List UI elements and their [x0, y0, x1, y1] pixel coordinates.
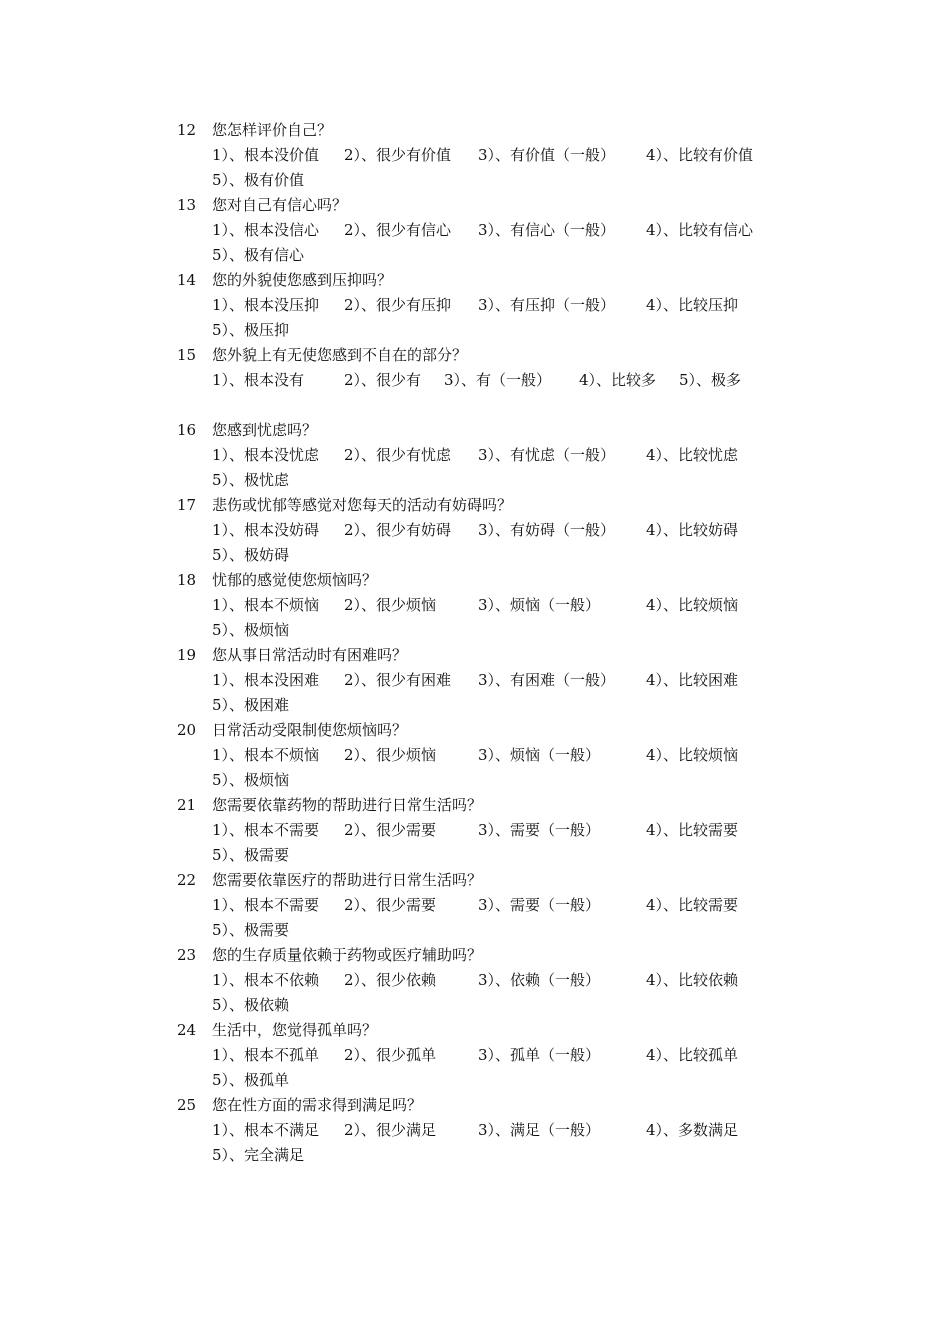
option-2: 2）、很少有困难	[344, 671, 452, 689]
question-number: 23	[177, 946, 197, 964]
option-5: 5）、极多	[679, 371, 742, 389]
option-3: 3）、需要（一般）	[478, 821, 601, 839]
question-number: 22	[177, 871, 197, 889]
question-text: 您感到忧虑吗？	[212, 421, 318, 439]
option-4: 4）、比较妨碍	[646, 521, 739, 539]
option-3: 3）、有（一般）	[444, 371, 552, 389]
option-4: 4）、比较压抑	[646, 296, 739, 314]
question-19	[0, 643, 950, 718]
questionnaire	[0, 118, 950, 1168]
question-text: 您的外貌使您感到压抑吗？	[212, 271, 393, 289]
question-15	[0, 343, 950, 418]
option-3: 3）、有忧虑（一般）	[478, 446, 616, 464]
option-3: 3）、烦恼（一般）	[478, 746, 601, 764]
option-4: 4）、比较困难	[646, 671, 739, 689]
option-5: 5）、极忧虑	[212, 471, 290, 489]
question-16	[0, 418, 950, 493]
question-12	[0, 118, 950, 193]
option-3: 3）、依赖（一般）	[478, 971, 601, 989]
option-1: 1）、根本没价值	[212, 146, 320, 164]
question-number: 18	[177, 571, 197, 589]
question-13	[0, 193, 950, 268]
option-4: 4）、比较孤单	[646, 1046, 739, 1064]
question-text: 您从事日常活动时有困难吗？	[212, 646, 408, 664]
question-22	[0, 868, 950, 943]
option-5: 5）、极困难	[212, 696, 290, 714]
question-14	[0, 268, 950, 343]
option-3: 3）、有困难（一般）	[478, 671, 616, 689]
question-text: 您怎样评价自己？	[212, 121, 333, 139]
option-1: 1）、根本没信心	[212, 221, 320, 239]
option-2: 2）、很少有	[344, 371, 422, 389]
question-text: 生活中，您觉得孤单吗？	[212, 1021, 378, 1039]
option-2: 2）、很少需要	[344, 821, 437, 839]
option-2: 2）、很少依赖	[344, 971, 437, 989]
option-5: 5）、极需要	[212, 846, 290, 864]
question-text: 您在性方面的需求得到满足吗？	[212, 1096, 423, 1114]
option-3: 3）、有压抑（一般）	[478, 296, 616, 314]
option-2: 2）、很少有价值	[344, 146, 452, 164]
option-5: 5）、极有价值	[212, 171, 305, 189]
question-23	[0, 943, 950, 1018]
option-4: 4）、比较烦恼	[646, 746, 739, 764]
question-text: 您需要依靠医疗的帮助进行日常生活吗？	[212, 871, 483, 889]
question-20	[0, 718, 950, 793]
option-4: 4）、比较有价值	[646, 146, 754, 164]
option-4: 4）、多数满足	[646, 1121, 739, 1139]
question-number: 17	[177, 496, 197, 514]
option-5: 5）、极需要	[212, 921, 290, 939]
option-1: 1）、根本没忧虑	[212, 446, 320, 464]
question-17	[0, 493, 950, 568]
option-5: 5）、极孤单	[212, 1071, 290, 1089]
option-4: 4）、比较多	[579, 371, 657, 389]
question-text: 您对自己有信心吗？	[212, 196, 348, 214]
option-4: 4）、比较依赖	[646, 971, 739, 989]
option-1: 1）、根本不孤单	[212, 1046, 320, 1064]
question-text: 您的生存质量依赖于药物或医疗辅助吗？	[212, 946, 483, 964]
option-2: 2）、很少满足	[344, 1121, 437, 1139]
question-25	[0, 1093, 950, 1168]
option-3: 3）、需要（一般）	[478, 896, 601, 914]
question-text: 日常活动受限制使您烦恼吗？	[212, 721, 408, 739]
option-5: 5）、极烦恼	[212, 621, 290, 639]
question-text: 您需要依靠药物的帮助进行日常生活吗？	[212, 796, 483, 814]
option-3: 3）、满足（一般）	[478, 1121, 601, 1139]
option-4: 4）、比较需要	[646, 821, 739, 839]
option-5: 5）、极烦恼	[212, 771, 290, 789]
option-5: 5）、极压抑	[212, 321, 290, 339]
option-4: 4）、比较烦恼	[646, 596, 739, 614]
option-3: 3）、烦恼（一般）	[478, 596, 601, 614]
option-1: 1）、根本没妨碍	[212, 521, 320, 539]
option-1: 1）、根本不满足	[212, 1121, 320, 1139]
option-4: 4）、比较忧虑	[646, 446, 739, 464]
option-1: 1）、根本不烦恼	[212, 746, 320, 764]
option-1: 1）、根本没有	[212, 371, 305, 389]
question-number: 24	[177, 1021, 197, 1039]
option-3: 3）、有妨碍（一般）	[478, 521, 616, 539]
question-number: 21	[177, 796, 197, 814]
blank-line	[0, 393, 950, 418]
option-4: 4）、比较需要	[646, 896, 739, 914]
option-2: 2）、很少有压抑	[344, 296, 452, 314]
option-3: 3）、有信心（一般）	[478, 221, 616, 239]
option-2: 2）、很少孤单	[344, 1046, 437, 1064]
question-text: 您外貌上有无使您感到不自在的部分？	[212, 346, 468, 364]
question-number: 19	[177, 646, 197, 664]
option-1: 1）、根本不烦恼	[212, 596, 320, 614]
option-1: 1）、根本不需要	[212, 821, 320, 839]
question-text: 悲伤或忧郁等感觉对您每天的活动有妨碍吗？	[212, 496, 513, 514]
option-3: 3）、有价值（一般）	[478, 146, 616, 164]
option-2: 2）、很少有信心	[344, 221, 452, 239]
question-number: 25	[177, 1096, 197, 1114]
option-2: 2）、很少需要	[344, 896, 437, 914]
question-21	[0, 793, 950, 868]
question-number: 14	[177, 271, 197, 289]
question-number: 12	[177, 121, 197, 139]
option-5: 5）、极依赖	[212, 996, 290, 1014]
option-1: 1）、根本没压抑	[212, 296, 320, 314]
option-1: 1）、根本没困难	[212, 671, 320, 689]
question-number: 16	[177, 421, 197, 439]
option-5: 5）、完全满足	[212, 1146, 305, 1164]
question-text: 忧郁的感觉使您烦恼吗？	[212, 571, 378, 589]
question-number: 20	[177, 721, 197, 739]
question-18	[0, 568, 950, 643]
option-2: 2）、很少有忧虑	[344, 446, 452, 464]
option-1: 1）、根本不需要	[212, 896, 320, 914]
option-2: 2）、很少有妨碍	[344, 521, 452, 539]
question-number: 13	[177, 196, 197, 214]
option-1: 1）、根本不依赖	[212, 971, 320, 989]
option-4: 4）、比较有信心	[646, 221, 754, 239]
option-5: 5）、极妨碍	[212, 546, 290, 564]
option-2: 2）、很少烦恼	[344, 746, 437, 764]
question-number: 15	[177, 346, 197, 364]
option-3: 3）、孤单（一般）	[478, 1046, 601, 1064]
question-24	[0, 1018, 950, 1093]
option-2: 2）、很少烦恼	[344, 596, 437, 614]
option-5: 5）、极有信心	[212, 246, 305, 264]
